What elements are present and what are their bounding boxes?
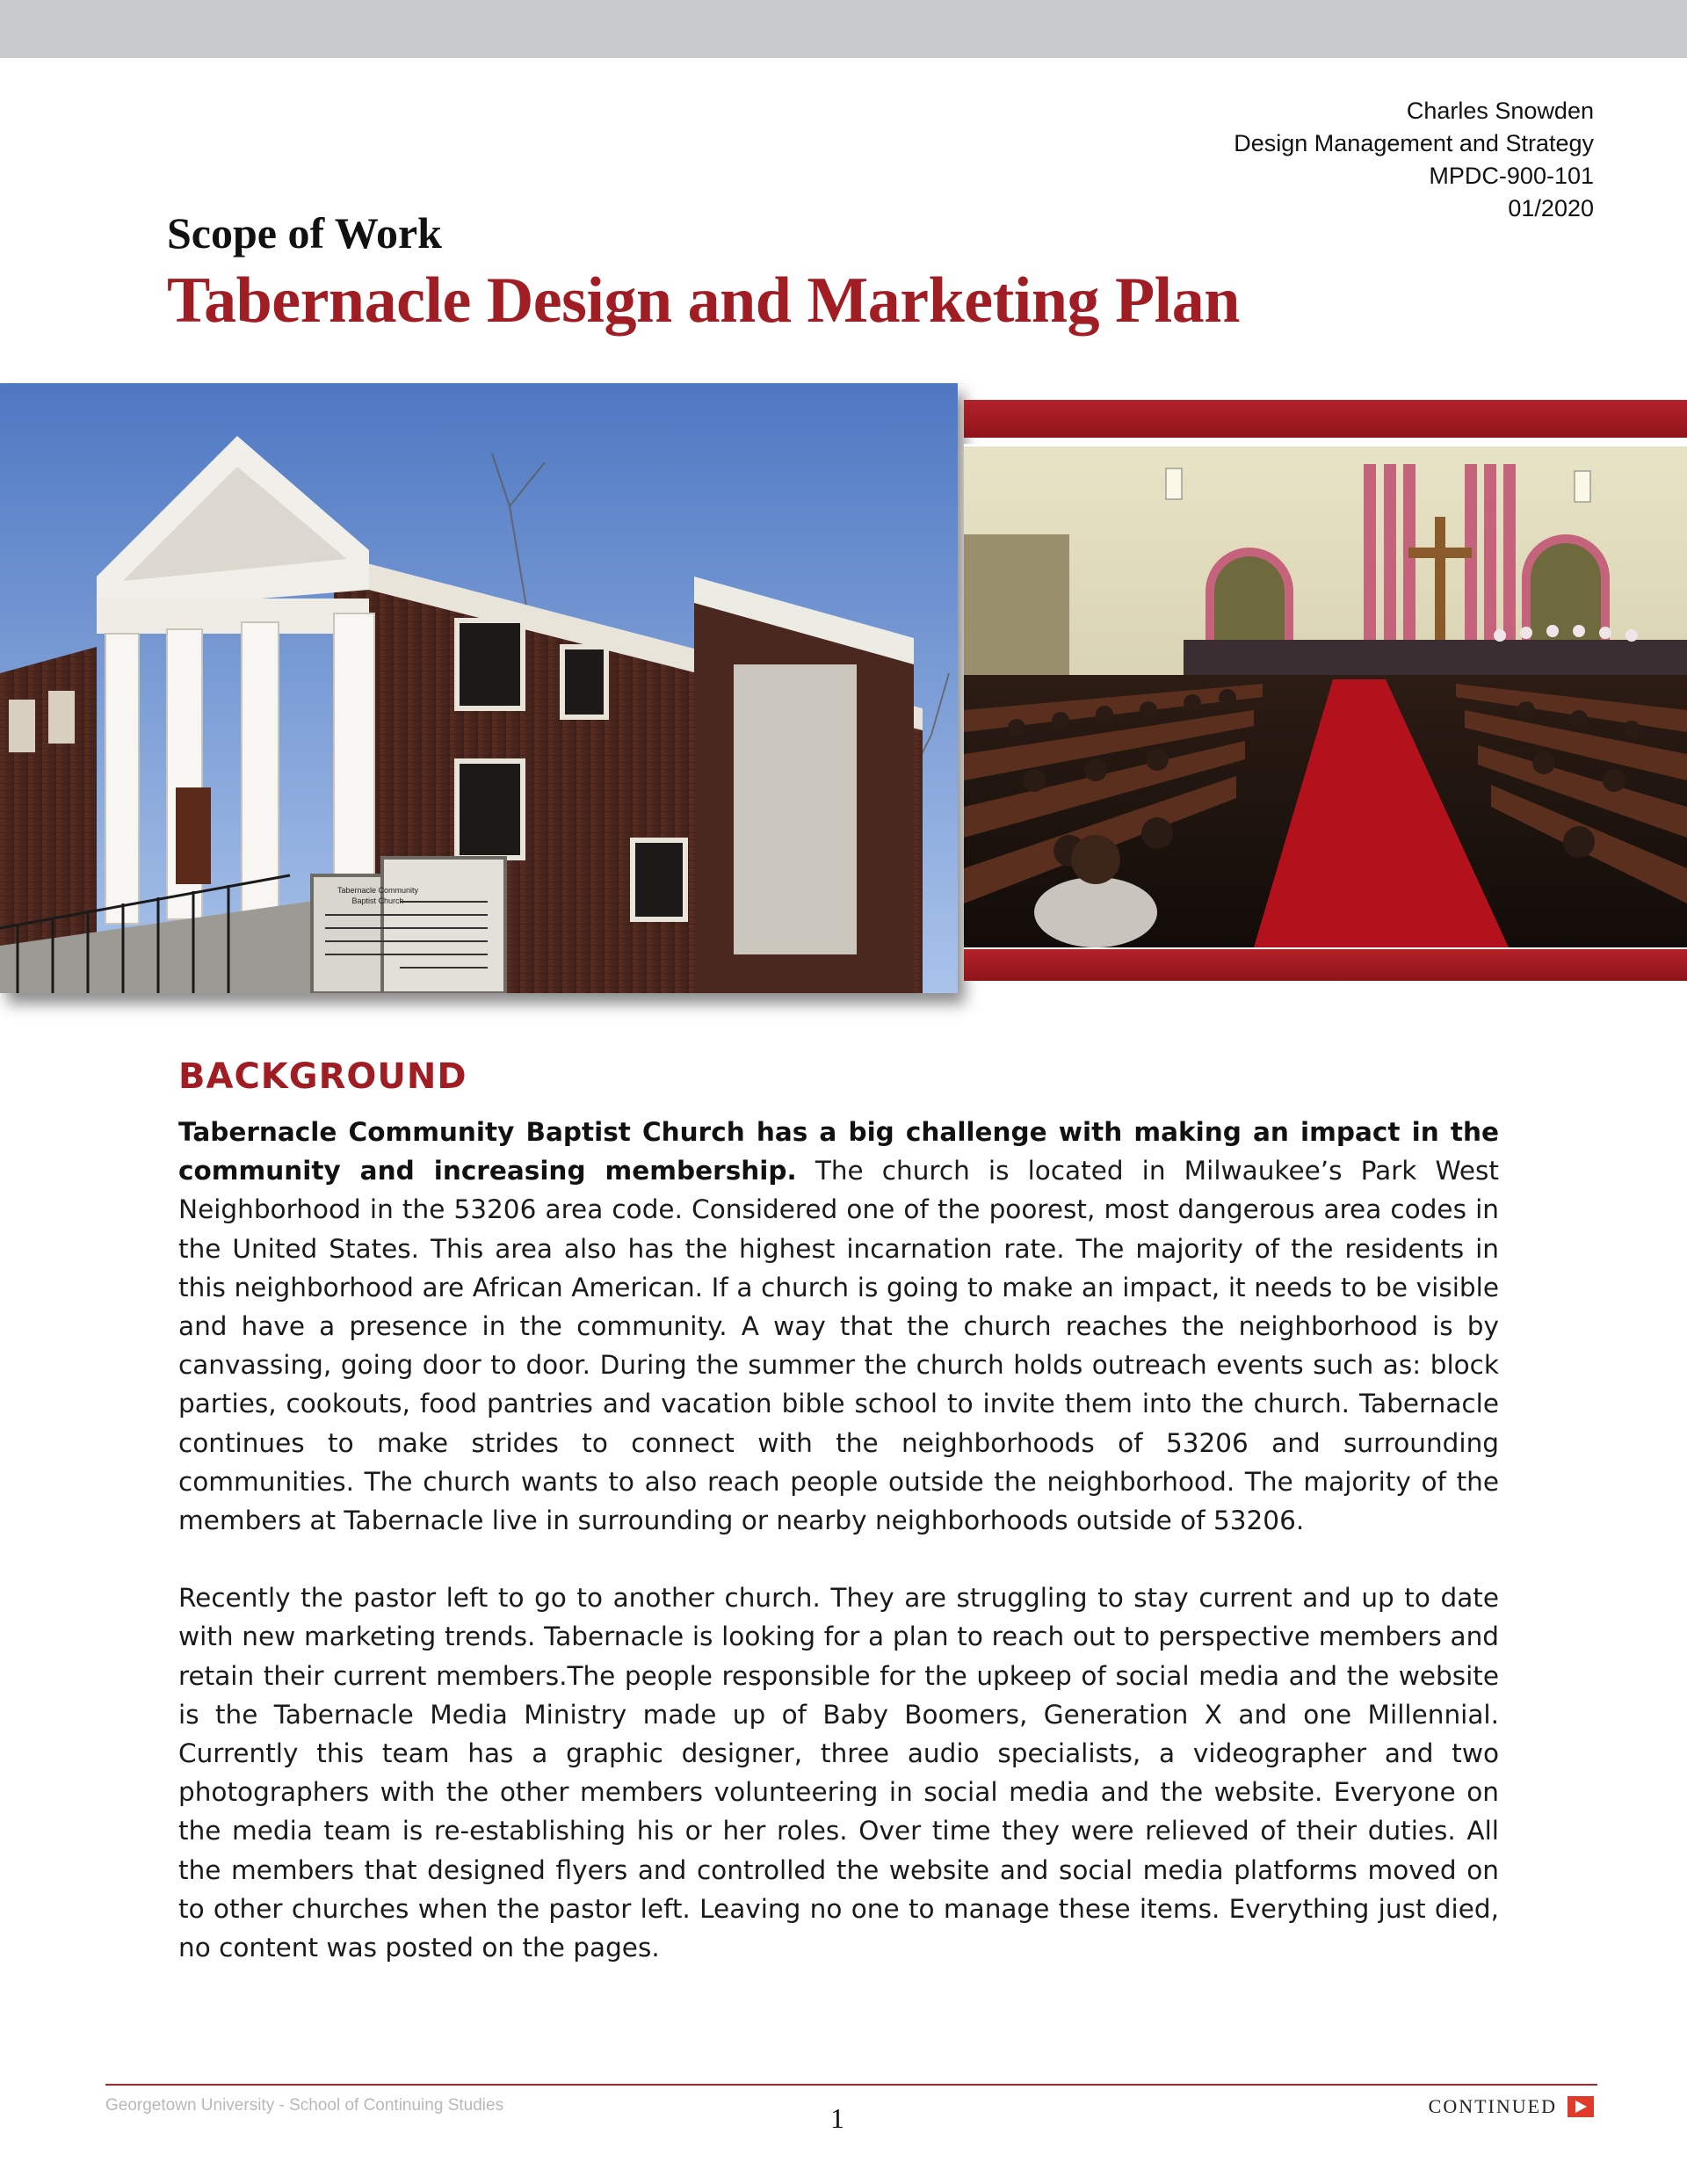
top-bar: [0, 0, 1687, 58]
footer-rule: [105, 2084, 1597, 2086]
play-arrow-icon: [1568, 2096, 1594, 2117]
footer-institution: Georgetown University - School of Continuing Studies: [105, 2096, 504, 2115]
background-paragraph-2: Recently the pastor left to go to another church. They are struggling to stay current and up to date with new marketing trends. Tabernacle is looking for a plan to reach out to perspective members and retain their current members.The people responsible for the upkeep of social media and the website is the Tabernacle Media Ministry made up of Baby Boomers, Generation X and one Millennial. Currently this team has a graphic designer, three audio specialists, a videographer and two photographers with the other members volunteering in social media and the website. Everyone on the media team is re-establishing his or her roles. Over time they were relieved of their duties. All the members that designed flyers and controlled the website and social media platforms moved on to other churches when the pastor left. Leaving no one to manage these items. Everything just died, no content was posted on the pages.: [178, 1583, 1499, 1963]
church-interior-photo: [964, 444, 1687, 950]
document-title: Tabernacle Design and Marketing Plan: [167, 265, 1240, 337]
document-date: 01/2020: [1508, 195, 1594, 221]
continued-link[interactable]: [1429, 2095, 1594, 2118]
church-exterior-photo: [0, 383, 958, 993]
course-code: MPDC-900-101: [1429, 163, 1594, 189]
photo-band-bottom: [964, 949, 1687, 981]
author-block: [1234, 95, 1594, 225]
photo-band-top: [964, 400, 1687, 438]
page-number: 1: [830, 2102, 844, 2134]
section-heading-background: BACKGROUND: [178, 1056, 467, 1097]
background-lead-sentence: Tabernacle Community Baptist Church has a big challenge with making an impact in the community and increasing membership.: [178, 1117, 1499, 1186]
svg-text:Baptist Church: Baptist Church: [351, 896, 404, 905]
author-name: Charles Snowden: [1406, 98, 1594, 124]
background-paragraph-1: [178, 1113, 1499, 1540]
continued-label: CONTINUED: [1428, 2095, 1557, 2117]
background-paragraph-1-text: The church is located in Milwaukee’s Park West Neighborhood in the 53206 area code. Considered one of the poorest, most dangerous area codes in the United States. This area also has the highest incarnation rate. The majority of the residents in this neighborhood are African American. If a church is going to make an impact, it needs to be visible and have a presence in the community. A way that the church reaches the neighborhood is by canvassing, going door to door. During the summer the church holds outreach events such as: block parties, cookouts, food pantries and vacation bible school to invite them into the church. Tabernacle continues to make strides to connect with the neighborhoods of 53206 and surrounding communities. The church wants to also reach people outside the neighborhood. The majority of the members at Tabernacle live in surrounding or nearby neighborhoods outside of 53206.: [178, 1156, 1499, 1536]
svg-text:Tabernacle Community: Tabernacle Community: [337, 886, 419, 895]
course-name: Design Management and Strategy: [1234, 130, 1594, 156]
document-kicker: Scope of Work: [167, 208, 442, 258]
background-body: [178, 1113, 1499, 1967]
